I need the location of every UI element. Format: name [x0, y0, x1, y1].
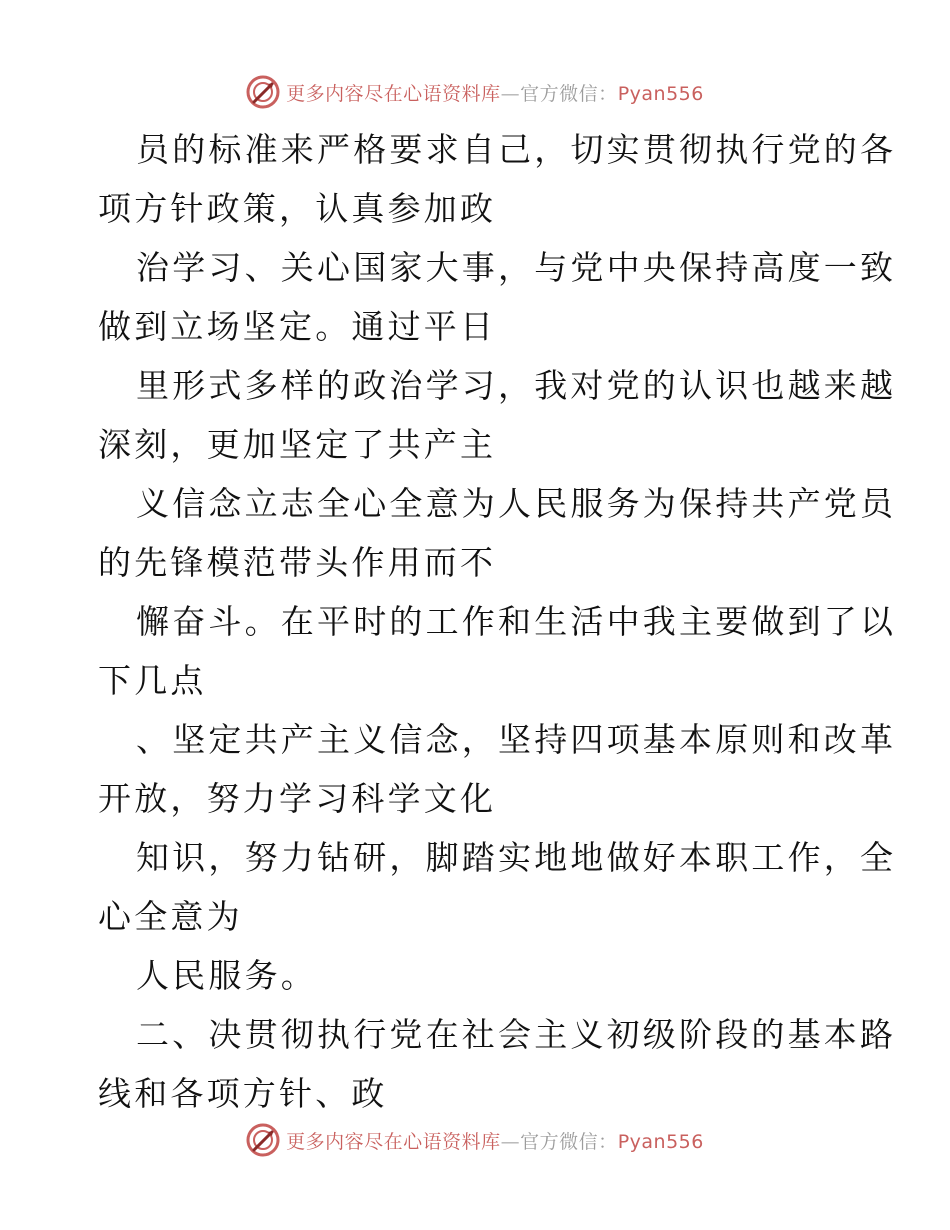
- body-text-line: 心全意为: [98, 897, 243, 936]
- body-text-line: 义信念立志全心全意为人民服务为保持共产党员: [136, 484, 897, 523]
- watermark-dash: —: [500, 1130, 521, 1153]
- body-text-line: 线和各项方针、政: [98, 1074, 388, 1113]
- watermark-text: [286, 79, 704, 106]
- body-text-line: 项方针政策，认真参加政: [98, 189, 497, 228]
- watermark-wechat-id: Pyan556: [617, 1130, 704, 1153]
- body-text-line: 的先锋模范带头作用而不: [98, 543, 497, 582]
- footer-watermark: [0, 1120, 950, 1160]
- watermark-wechat-id: Pyan556: [617, 82, 704, 105]
- body-text-line: 里形式多样的政治学习，我对党的认识也越来越: [136, 366, 897, 405]
- watermark-logo-icon: [246, 1123, 280, 1157]
- body-text-line: 二、决贯彻执行党在社会主义初级阶段的基本路: [136, 1015, 897, 1054]
- body-text-line: 做到立场坚定。通过平日: [98, 307, 497, 346]
- watermark-dash: —: [500, 82, 521, 105]
- watermark-official-label: 官方微信：: [520, 1130, 618, 1153]
- header-watermark: [0, 72, 950, 112]
- body-text-line: 治学习、关心国家大事，与党中央保持高度一致: [136, 248, 897, 287]
- body-text-line: 深刻，更加坚定了共产主: [98, 425, 497, 464]
- body-text-line: 、坚定共产主义信念，坚持四项基本原则和改革: [136, 720, 897, 759]
- body-text-line: 员的标准来严格要求自己，切实贯彻执行党的各: [136, 130, 897, 169]
- body-text-line: 下几点: [98, 661, 207, 700]
- watermark-text: [286, 1127, 704, 1154]
- body-text-line: 人民服务。: [136, 956, 317, 995]
- watermark-logo-icon: [246, 75, 280, 109]
- body-text-line: 知识，努力钻研，脚踏实地地做好本职工作，全: [136, 838, 897, 877]
- document-body: [98, 120, 897, 1123]
- watermark-official-label: 官方微信：: [520, 82, 618, 105]
- body-text-line: 开放，努力学习科学文化: [98, 779, 497, 818]
- watermark-main: 更多内容尽在心语资料库: [286, 82, 501, 105]
- body-text-line: 懈奋斗。在平时的工作和生活中我主要做到了以: [136, 602, 897, 641]
- watermark-main: 更多内容尽在心语资料库: [286, 1130, 501, 1153]
